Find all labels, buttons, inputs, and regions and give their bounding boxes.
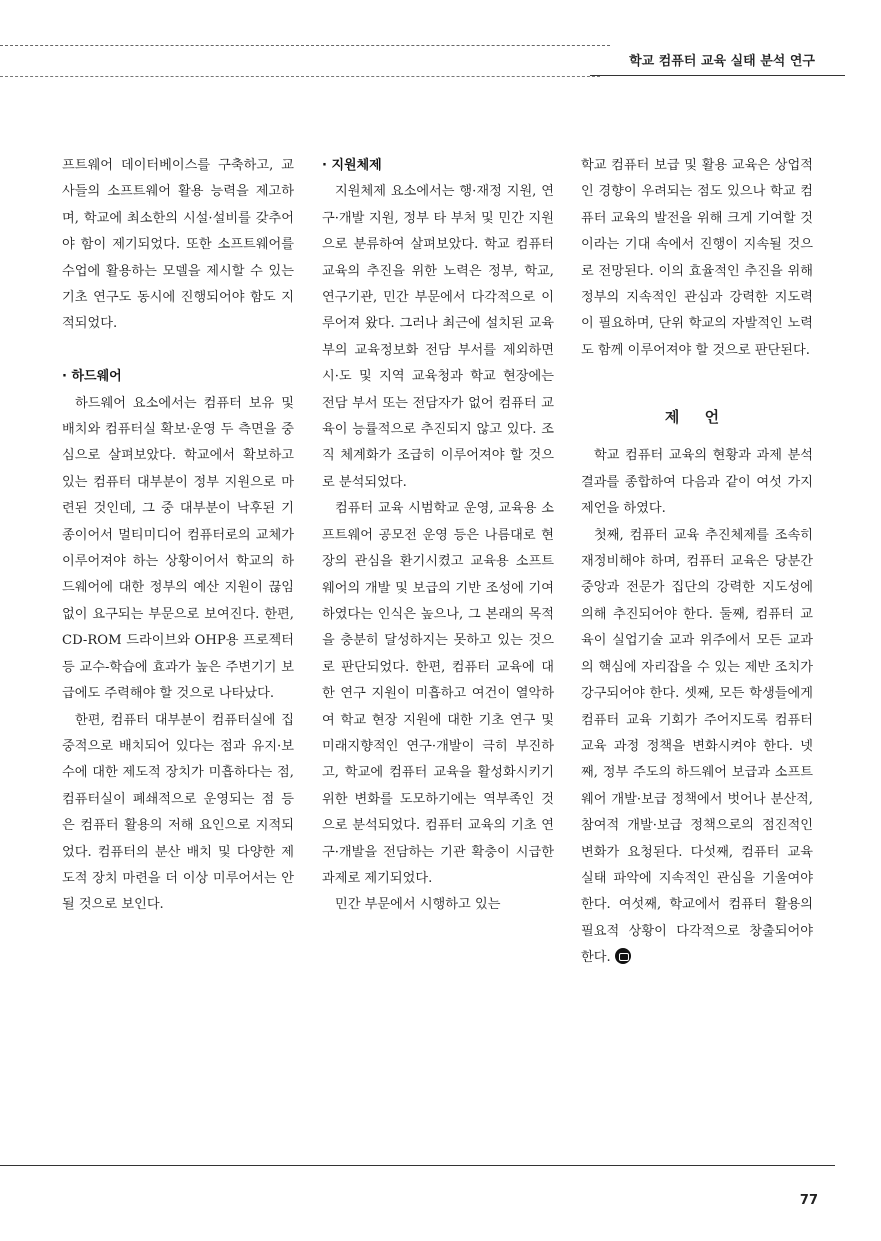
section-heading-support: · 지원체제: [322, 158, 382, 173]
spacer: [62, 338, 294, 364]
paragraph: 민간 부문에서 시행하고 있는: [335, 897, 501, 913]
paragraph-text: 첫째, 컴퓨터 교육 추진체제를 조속히 재정비해야 하며, 컴퓨터 교육은 당분간 중앙과 전문가 집단의 강력한 지도성에 의해 추진되어야 한다. 둘째, 컴퓨터 교육이 실업기술 교과 위주에서 모든 교과의 핵심에 자리잡을 수 있는 제반 조치가 강구되어야 한다. 셋째, 모든 학생들에게 컴퓨터 교육 기회가 주어지도록 컴퓨터 교육 과정 정책을 변화시켜야 한다. 넷째, 정부 주도의 하드웨어 보급과 소프트웨어 개발·보급 정책에서 벗어나 분산적, 참여적 개발·보급 정책으로의 점진적인 변화가 요청된다. 다섯째, 컴퓨터 교육 실태 파악에 지속적인 관심을 기울여야 한다. 여섯째, 학교에서 컴퓨터 활용의 필요적 상황이 다각적으로 창출되어야 한다.: [581, 527, 813, 966]
header-dashed-rule-top: [0, 45, 610, 46]
footer-rule: [0, 1165, 835, 1166]
paragraph: 학교 컴퓨터 교육의 현황과 과제 분석 결과를 종합하여 다음과 같이 여섯 가지 제언을 하였다.: [581, 448, 813, 517]
paragraph: 한편, 컴퓨터 대부분이 컴퓨터실에 집중적으로 배치되어 있다는 점과 유지·보수에 대한 제도적 장치가 미흡하다는 점, 컴퓨터실이 폐쇄적으로 운영되는 점 등은 컴퓨터 활용의 저해 요인으로 지적되었다. 컴퓨터의 분산 배치 및 다양한 제도적 장치 마련을 더 이상 미루어서는 안될 것으로 보인다.: [62, 712, 294, 913]
page-number: 77: [799, 1193, 818, 1208]
section-heading-hardware: · 하드웨어: [62, 369, 122, 385]
section-heading-proposal: 제 언: [664, 407, 730, 426]
paragraph: 컴퓨터 교육 시범학교 운영, 교육용 소프트웨어 공모전 운영 등은 나름대로 현장의 관심을 환기시켰고 교육용 소프트웨어의 개발 및 보급의 기반 조성에 기여하였다는 인식은 높으나, 그 본래의 목적을 충분히 달성하지는 못하고 있는 것으로 판단되었다. 한편, 컴퓨터 교육에 대한 연구 지원이 미흡하고 여건이 열악하여 학교 현장 지원에 대한 기초 연구 및 미래지향적인 연구·개발이 극히 부진하고, 학교에 컴퓨터 교육을 활성화시키기 위한 변화를 도모하기에는 역부족인 것으로 분석되었다. 컴퓨터 교육의 기초 연구·개발을 전담하는 기관 확충이 시급한 과제로 제기되었다.: [322, 501, 554, 886]
header-dashed-rule-bottom: [0, 76, 600, 77]
paragraph: 하드웨어 요소에서는 컴퓨터 보유 및 배치와 컴퓨터실 확보·운영 두 측면을 중심으로 살펴보았다. 학교에서 확보하고 있는 컴퓨터 대부분이 정부 지원으로 마련된 것인데, 그 중 대부분이 낙후된 기종이어서 멀티미디어 컴퓨터로의 교체가 이루어져야 하는 상황이어서 학교의 하드웨어에 대한 정부의 예산 지원이 끊임없이 요구되는 부문으로 보여진다. 한편, CD-ROM 드라이브와 OHP용 프로젝터 등 교수-학습에 효과가 높은 주변기기 보급에도 주력해야 할 것으로 나타났다.: [62, 395, 294, 702]
header-solid-rule: [590, 75, 845, 76]
paragraph: 지원체제 요소에서는 행·재정 지원, 연구·개발 지원, 정부 타 부처 및 민간 지원으로 분류하여 살펴보았다. 학교 컴퓨터 교육의 추진을 위한 노력은 정부, 학교, 연구기관, 민간 부문에서 다각적으로 이루어져 왔다. 그러나 최근에 설치된 교육부의 교육정보화 전담 부서를 제외하면 시·도 및 지역 교육청과 학교 현장에는 전담 부서 또는 전담자가 없어 컴퓨터 교육이 능률적으로 추진되지 않고 있다. 조직 체계화가 조급히 이루어져야 할 것으로 분석되었다.: [322, 184, 554, 490]
column-2: [322, 153, 554, 919]
running-title: 학교 컴퓨터 교육 실태 분석 연구: [629, 54, 815, 69]
spacer: [581, 364, 813, 390]
paragraph: 프트웨어 데이터베이스를 구축하고, 교사들의 소프트웨어 활용 능력을 제고하며, 학교에 최소한의 시설·설비를 갖추어야 함이 제기되었다. 또한 소프트웨어를 수업에 활용하는 모델을 제시할 수 있는 기초 연구도 동시에 진행되어야 함도 지적되었다.: [62, 158, 294, 332]
column-1: [62, 153, 294, 919]
paragraph-with-end-mark: [581, 523, 813, 972]
column-3: [581, 153, 813, 972]
paragraph: 학교 컴퓨터 보급 및 활용 교육은 상업적인 경향이 우려되는 점도 있으나 학교 컴퓨터 교육의 발전을 위해 크게 기여할 것이라는 기대 속에서 진행이 지속될 것으로 전망된다. 이의 효율적인 추진을 위해 정부의 지속적인 관심과 강력한 지도력이 필요하며, 단위 학교의 자발적인 노력도 함께 이루어져야 할 것으로 판단된다.: [581, 158, 813, 358]
end-of-article-icon: [615, 948, 631, 964]
